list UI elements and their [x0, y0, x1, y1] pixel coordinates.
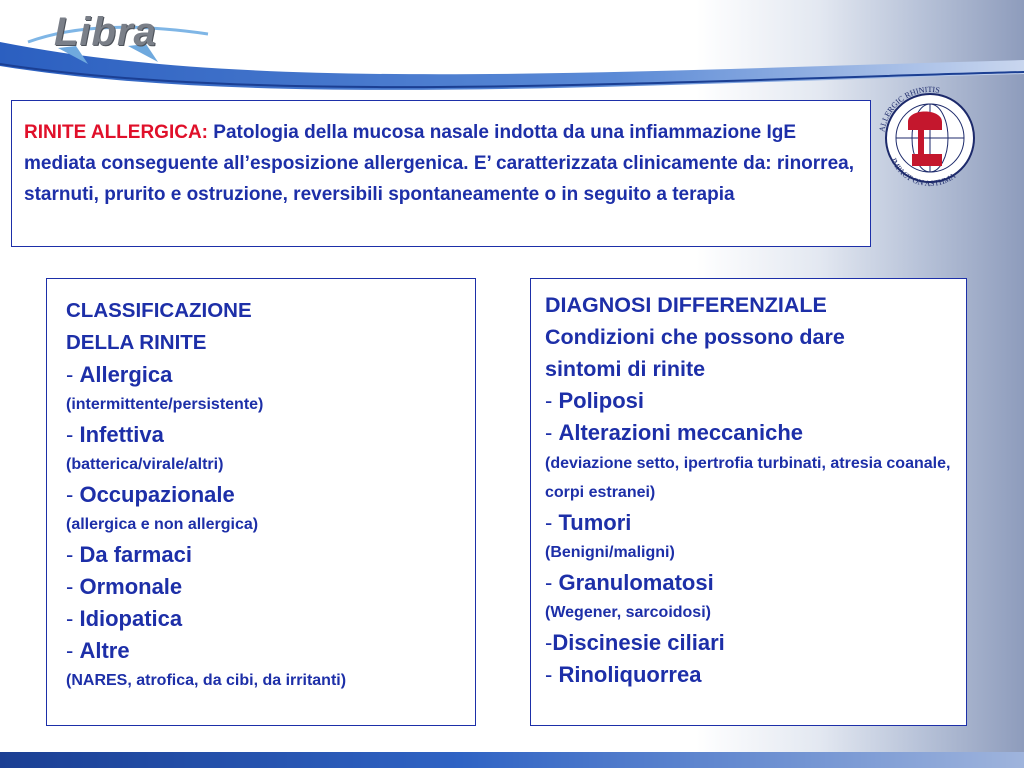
diagnosis-item: - Alterazioni meccaniche [545, 420, 803, 445]
classification-item: - Ormonale [66, 574, 183, 599]
diagnosis-subheading-2: sintomi di rinite [545, 357, 706, 381]
classification-item-label: Infettiva [79, 422, 164, 447]
diagnosis-item-label: Tumori [558, 510, 632, 535]
classification-item-detail: (NARES, atrofica, da cibi, da irritanti) [66, 672, 347, 689]
diagnosis-item: - Tumori [545, 510, 632, 535]
classification-item-label: Allergica [79, 362, 173, 387]
diagnosis-item-label: Alterazioni meccaniche [558, 420, 803, 445]
emblem-top-text: ALLERGIC RHINITIS [877, 84, 941, 133]
libra-logo [18, 2, 218, 66]
classification-item-detail: (allergica e non allergica) [66, 516, 259, 533]
diagnosis-item: - Rinoliquorrea [545, 662, 702, 687]
classification-item-detail: (batterica/virale/altri) [66, 456, 224, 473]
diagnosis-item: -Discinesie ciliari [545, 630, 725, 655]
diagnosis-item: - Poliposi [545, 388, 645, 413]
definition-box [11, 100, 871, 247]
diagnosis-item-label: Discinesie ciliari [552, 630, 725, 655]
classification-box [46, 278, 476, 726]
classification-heading: CLASSIFICAZIONE [66, 299, 252, 322]
diagnosis-box [530, 278, 967, 726]
classification-item-label: Idiopatica [79, 606, 183, 631]
classification-item-label: Occupazionale [79, 482, 235, 507]
classification-item: - Altre [66, 638, 130, 663]
definition-title: RINITE ALLERGICA: [24, 122, 209, 143]
classification-item-label: Ormonale [79, 574, 183, 599]
diagnosis-item-label: Poliposi [558, 388, 645, 413]
classification-item: - Idiopatica [66, 606, 183, 631]
definition-text: Patologia della mucosa nasale indotta da una infiammazione IgE mediata conseguente all’esposizione allergenica. E’ caratterizzata clinicamente da: rinorrea, starnuti, prurito e ostruzione, reversibili spontaneamente o in seguito a terapia [24, 122, 854, 205]
classification-item: - Da farmaci [66, 542, 192, 567]
classification-item-label: Altre [79, 638, 130, 663]
diagnosis-item-detail: (Benigni/maligni) [545, 544, 675, 561]
diagnosis-item-label: Granulomatosi [558, 570, 714, 595]
diagnosis-item-detail: (Wegener, sarcoidosi) [545, 604, 711, 621]
classification-item: - Allergica [66, 362, 173, 387]
diagnosis-item-detail: (deviazione setto, ipertrofia turbinati, atresia coanale, corpi estranei) [545, 455, 951, 501]
allergic-rhinitis-emblem-icon [866, 74, 994, 202]
diagnosis-subheading: Condizioni che possono dare [545, 325, 845, 349]
classification-item: - Occupazionale [66, 482, 235, 507]
diagnosis-heading: DIAGNOSI DIFFERENZIALE [545, 293, 827, 317]
logo-text: Libra [54, 10, 157, 54]
bottom-bar [0, 752, 1024, 768]
classification-item-label: Da farmaci [79, 542, 192, 567]
classification-item-detail: (intermittente/persistente) [66, 396, 264, 413]
diagnosis-item-label: Rinoliquorrea [558, 662, 702, 687]
emblem-bottom-text: IMPACT ON ASTHMA [889, 156, 958, 189]
classification-item: - Infettiva [66, 422, 164, 447]
diagnosis-item: - Granulomatosi [545, 570, 714, 595]
classification-heading-2: DELLA RINITE [66, 331, 207, 354]
